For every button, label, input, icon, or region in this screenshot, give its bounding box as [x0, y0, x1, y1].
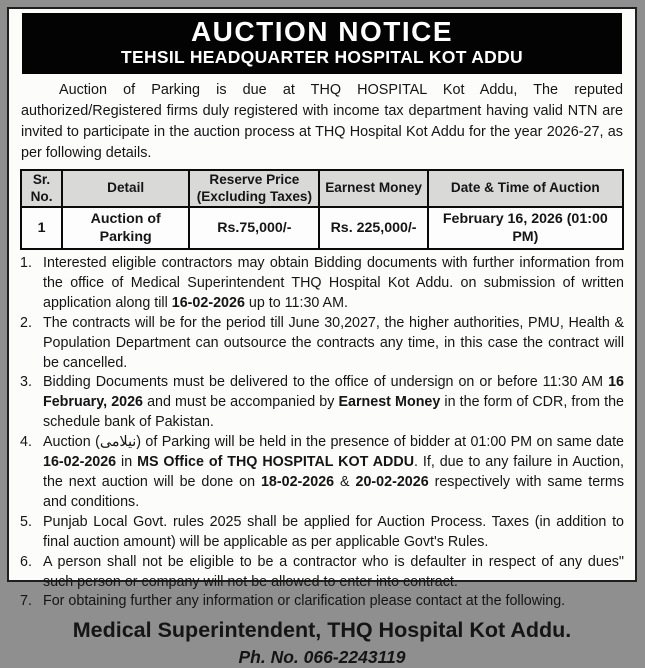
- term-number: 1.: [20, 255, 32, 271]
- term-item: [20, 314, 624, 374]
- term-text: Interested eligible contractors may obtain Bidding documents with further information from the office of Medical Superintendent THQ Hospital Kot Addu. on submission of written application along till 16-02-2026 up to 11:30 AM.: [43, 255, 624, 311]
- table-header-cell: Sr. No.: [21, 170, 62, 207]
- term-item: [20, 254, 624, 314]
- term-text: Bidding Documents must be delivered to the office of undersign on or before 11:30 AM 16 February, 2026 and must be accompanied by Earnest Money in the form of CDR, from the schedule bank of Pakistan.: [43, 374, 624, 431]
- term-item: [20, 433, 624, 513]
- term-item: [20, 553, 624, 593]
- term-text: The contracts will be for the period till June 30,2027, the higher authorities, PMU, Health & Population Department can outsource the contracts any time, in this case the contract will be cancelled.: [43, 314, 624, 371]
- table-header-cell: Detail: [62, 170, 189, 207]
- term-item: [20, 513, 624, 553]
- term-text: Punjab Local Govt. rules 2025 shall be applied for Auction Process. Taxes (in addition to final auction amount) will be applicable as per applicable Govt's Rules.: [43, 513, 624, 550]
- term-number: 7.: [20, 593, 32, 610]
- table-cell: 1: [21, 207, 62, 249]
- term-item: [20, 373, 624, 433]
- term-text: A person shall not be eligible to be a contractor who is defaulter in respect of any dues" such person or company will not be allowed to enter into contract.: [43, 553, 624, 590]
- intro-paragraph: Auction of Parking is due at THQ HOSPITAL Kot Addu, The reputed authorized/Registered firms duly registered with income tax department having valid NTN are invited to participate in the auction process at THQ Hospital Kot Addu for the year 2026-27, as per following details.: [21, 82, 623, 161]
- table-header-cell: Earnest Money: [319, 170, 427, 207]
- notice-page: [7, 7, 637, 668]
- term-text: For obtaining further any information or clarification please contact at the following.: [43, 593, 566, 610]
- term-number: 3.: [20, 374, 32, 391]
- term-number: 5.: [20, 513, 32, 530]
- term-number: 2.: [20, 314, 32, 331]
- table-cell: Auction of Parking: [62, 207, 189, 249]
- term-item: [20, 592, 624, 612]
- page-subtitle: TEHSIL HEADQUARTER HOSPITAL KOT ADDU: [121, 47, 523, 67]
- table-cell: Rs.75,000/-: [189, 207, 319, 249]
- terms-list: [20, 254, 624, 612]
- table-row: [21, 207, 623, 249]
- term-text: Auction (نیلامی) of Parking will be held in the presence of bidder at 01:00 PM on same date 16-02-2026 in MS Office of THQ HOSPITAL KOT ADDU. If, due to any failure in Auction, the next auction will be done on 18-02-2026 & 20-02-2026 respectively with same terms and conditions.: [43, 434, 624, 510]
- term-number: 6.: [20, 553, 32, 570]
- auction-table: [20, 169, 624, 250]
- phone-number: Ph. No. 066-2243119: [238, 647, 406, 668]
- signature-line: Medical Superintendent, THQ Hospital Kot Addu.: [72, 618, 572, 643]
- table-cell: February 16, 2026 (01:00 PM): [428, 207, 623, 249]
- table-header-row: [21, 170, 623, 207]
- page-title: AUCTION NOTICE: [190, 16, 454, 47]
- table-header-cell: Date & Time of Auction: [428, 170, 623, 207]
- table-cell: Rs. 225,000/-: [319, 207, 427, 249]
- term-number: 4.: [20, 434, 32, 451]
- table-header-cell: Reserve Price (Excluding Taxes): [189, 170, 319, 207]
- notice-header: [22, 13, 622, 74]
